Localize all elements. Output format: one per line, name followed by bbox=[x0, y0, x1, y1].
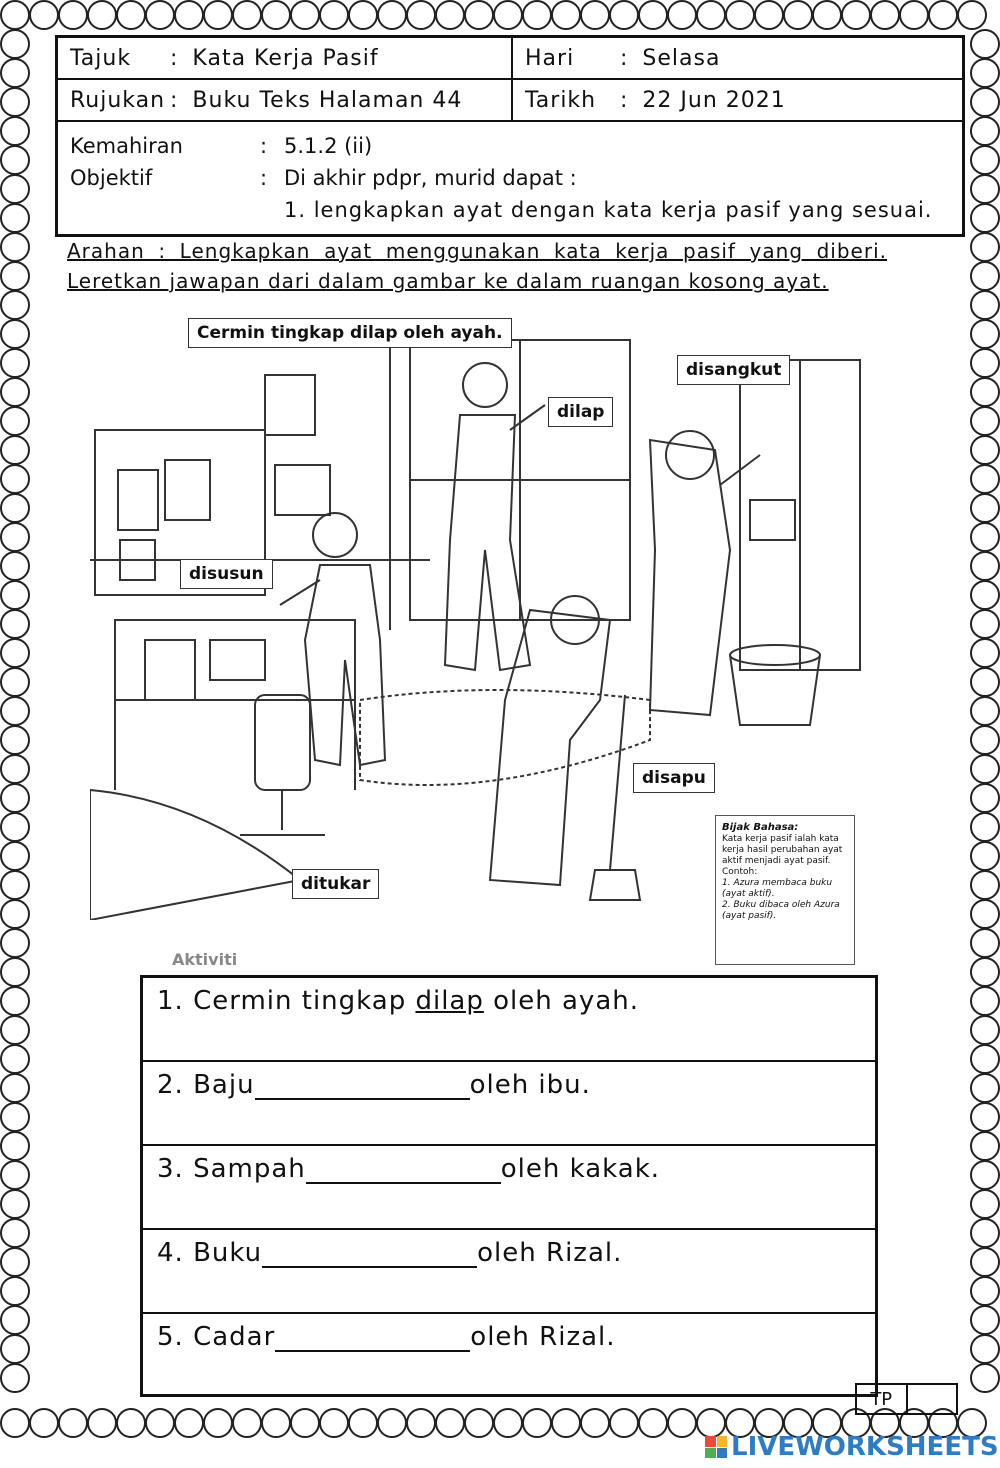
border-circle bbox=[970, 870, 1000, 900]
chair bbox=[255, 695, 310, 790]
border-circle bbox=[970, 1218, 1000, 1248]
answer-before: Cadar bbox=[193, 1322, 276, 1352]
tp-value-field[interactable] bbox=[908, 1385, 957, 1413]
border-circle bbox=[0, 203, 30, 233]
border-circle bbox=[970, 957, 1000, 987]
note-contoh: Contoh: bbox=[722, 867, 758, 877]
border-circle bbox=[58, 1408, 88, 1438]
border-circle bbox=[174, 0, 204, 30]
border-circle bbox=[638, 0, 668, 30]
border-circle bbox=[970, 348, 1000, 378]
answer-row bbox=[143, 1062, 875, 1146]
border-circle bbox=[970, 841, 1000, 871]
objektif-value: Di akhir pdpr, murid dapat : bbox=[284, 166, 577, 190]
border-circle bbox=[970, 261, 1000, 291]
answer-blank-2[interactable] bbox=[255, 1070, 470, 1100]
border-circle bbox=[174, 1408, 204, 1438]
border-circle bbox=[0, 1131, 30, 1161]
border-circle bbox=[116, 1408, 146, 1438]
border-circle bbox=[0, 1160, 30, 1190]
border-circle bbox=[957, 0, 987, 30]
border-circle bbox=[970, 696, 1000, 726]
border-circle bbox=[290, 0, 320, 30]
border-circle bbox=[0, 783, 30, 813]
rujukan-cell: Rujukan : Buku Teks Halaman 44 bbox=[58, 80, 513, 120]
border-circle bbox=[0, 522, 30, 552]
border-circle bbox=[0, 667, 30, 697]
brand-text: LIVEWORKSHEETS bbox=[731, 1432, 999, 1462]
answer-number: 2. bbox=[157, 1070, 184, 1100]
border-circle bbox=[970, 145, 1000, 175]
border-circle bbox=[696, 0, 726, 30]
word-disusun[interactable]: disusun bbox=[180, 559, 273, 589]
border-circle bbox=[406, 0, 436, 30]
border-circle bbox=[0, 435, 30, 465]
border-circle bbox=[87, 1408, 117, 1438]
border-circle bbox=[841, 0, 871, 30]
border-circle bbox=[464, 1408, 494, 1438]
border-circle bbox=[0, 58, 30, 88]
border-circle bbox=[232, 1408, 262, 1438]
border-circle bbox=[970, 1073, 1000, 1103]
header-table bbox=[55, 35, 965, 237]
border-circle bbox=[0, 174, 30, 204]
answer-row bbox=[143, 1314, 875, 1394]
border-circle bbox=[0, 1073, 30, 1103]
border-circle bbox=[261, 0, 291, 30]
border-circle bbox=[0, 1247, 30, 1277]
border-circle bbox=[522, 0, 552, 30]
border-circle bbox=[970, 522, 1000, 552]
border-circle bbox=[0, 145, 30, 175]
border-circle bbox=[29, 0, 59, 30]
answer-number: 1. bbox=[157, 986, 184, 1016]
aktiviti-label: Aktiviti bbox=[172, 950, 238, 969]
answer-blank-3[interactable] bbox=[306, 1154, 501, 1184]
border-circle bbox=[0, 899, 30, 929]
border-circle bbox=[970, 725, 1000, 755]
border-circle bbox=[0, 1363, 30, 1393]
border-circle bbox=[970, 58, 1000, 88]
note-line1: Kata kerja pasif ialah kata kerja hasil perubahan ayat aktif menjadi ayat pasif. bbox=[722, 834, 843, 866]
kemahiran-label: Kemahiran bbox=[70, 134, 183, 158]
mother-figure bbox=[666, 431, 714, 479]
border-circle bbox=[493, 1408, 523, 1438]
border-circle bbox=[970, 1189, 1000, 1219]
border-circle bbox=[0, 725, 30, 755]
border-circle bbox=[970, 493, 1000, 523]
instruction-text: Arahan : Lengkapkan ayat menggunakan kata kerja pasif yang diberi. Leretkan jawapan dari dalam gambar ke dalam ruangan kosong ayat. bbox=[67, 239, 887, 293]
border-circle bbox=[0, 348, 30, 378]
border-circle bbox=[970, 174, 1000, 204]
border-circle bbox=[0, 261, 30, 291]
hari-label: Hari bbox=[525, 45, 575, 71]
answer-number: 5. bbox=[157, 1322, 184, 1352]
border-circle bbox=[0, 609, 30, 639]
border-circle bbox=[970, 377, 1000, 407]
example-sentence-label: Cermin tingkap dilap oleh ayah. bbox=[188, 318, 512, 348]
border-circle bbox=[319, 1408, 349, 1438]
border-circle bbox=[0, 29, 30, 59]
border-circle bbox=[638, 1408, 668, 1438]
border-circle bbox=[609, 0, 639, 30]
border-circle bbox=[435, 0, 465, 30]
border-circle bbox=[970, 638, 1000, 668]
border-circle bbox=[970, 1363, 1000, 1393]
tp-box bbox=[855, 1383, 958, 1415]
border-circle bbox=[232, 0, 262, 30]
border-circle bbox=[87, 0, 117, 30]
border-circle bbox=[970, 29, 1000, 59]
answer-after: oleh ayah. bbox=[483, 986, 639, 1016]
border-circle bbox=[970, 986, 1000, 1016]
answer-row bbox=[143, 978, 875, 1062]
border-circle bbox=[970, 1102, 1000, 1132]
border-circle bbox=[970, 87, 1000, 117]
picture-frame bbox=[265, 375, 315, 435]
border-circle bbox=[0, 957, 30, 987]
word-disapu[interactable]: disapu bbox=[633, 763, 715, 793]
border-circle bbox=[0, 986, 30, 1016]
hari-cell: Hari : Selasa bbox=[525, 45, 721, 71]
bijak-bahasa-note bbox=[715, 815, 855, 965]
border-circle bbox=[970, 928, 1000, 958]
border-circle bbox=[377, 1408, 407, 1438]
border-circle bbox=[609, 1408, 639, 1438]
hari-value: Selasa bbox=[642, 45, 721, 71]
border-circle bbox=[970, 232, 1000, 262]
border-circle bbox=[348, 1408, 378, 1438]
rujukan-value: Buku Teks Halaman 44 bbox=[192, 87, 463, 113]
border-circle bbox=[0, 812, 30, 842]
word-ditukar[interactable]: ditukar bbox=[292, 869, 379, 899]
border-circle bbox=[493, 0, 523, 30]
border-circle bbox=[0, 754, 30, 784]
border-circle bbox=[928, 0, 958, 30]
note-title: Bijak Bahasa: bbox=[722, 822, 799, 833]
answer-table bbox=[140, 975, 878, 1397]
father-figure bbox=[463, 363, 507, 407]
answer-before: Buku bbox=[193, 1238, 263, 1268]
boy-figure bbox=[313, 513, 357, 557]
border-circle bbox=[0, 116, 30, 146]
border-circle bbox=[580, 0, 610, 30]
border-circle bbox=[970, 609, 1000, 639]
answer-row bbox=[143, 1146, 875, 1230]
border-circle bbox=[970, 580, 1000, 610]
border-circle bbox=[783, 0, 813, 30]
border-circle bbox=[0, 87, 30, 117]
answer-row bbox=[143, 1230, 875, 1314]
rujukan-label: Rujukan bbox=[70, 87, 166, 113]
border-circle bbox=[0, 1189, 30, 1219]
answer-number: 4. bbox=[157, 1238, 184, 1268]
border-circle bbox=[0, 841, 30, 871]
objektif-item: 1. lengkapkan ayat dengan kata kerja pasif yang sesuai. bbox=[284, 198, 933, 222]
border-circle bbox=[0, 1305, 30, 1335]
border-circle bbox=[0, 1102, 30, 1132]
tajuk-cell: Tajuk : Kata Kerja Pasif bbox=[58, 38, 513, 78]
answer-blank-4[interactable] bbox=[262, 1238, 477, 1268]
answer-after: oleh Rizal. bbox=[470, 1322, 616, 1352]
border-circle bbox=[970, 1044, 1000, 1074]
border-circle bbox=[0, 319, 30, 349]
liveworksheets-logo bbox=[705, 1432, 999, 1462]
border-circle bbox=[435, 1408, 465, 1438]
border-circle bbox=[970, 406, 1000, 436]
answer-blank-5[interactable] bbox=[275, 1322, 470, 1352]
objective-block: Kemahiran : 5.1.2 (ii) Objektif : Di akhir pdpr, murid dapat : 1. lengkapkan ayat dengan kata kerja pasif yang sesuai. bbox=[58, 122, 962, 234]
border-circle bbox=[0, 696, 30, 726]
answer-before: Cermin tingkap bbox=[193, 986, 416, 1016]
answer-example: dilap bbox=[415, 986, 484, 1016]
word-dilap[interactable]: dilap bbox=[548, 397, 613, 427]
answer-after: oleh kakak. bbox=[500, 1154, 661, 1184]
border-circle bbox=[319, 0, 349, 30]
word-disangkut[interactable]: disangkut bbox=[677, 355, 790, 385]
border-circle bbox=[970, 1247, 1000, 1277]
border-circle bbox=[0, 928, 30, 958]
border-circle bbox=[725, 0, 755, 30]
border-circle bbox=[580, 1408, 610, 1438]
border-circle bbox=[58, 0, 88, 30]
border-circle bbox=[970, 203, 1000, 233]
tarikh-label: Tarikh bbox=[525, 87, 597, 113]
border-circle bbox=[551, 1408, 581, 1438]
border-circle bbox=[970, 754, 1000, 784]
border-circle bbox=[29, 1408, 59, 1438]
desk bbox=[115, 620, 355, 700]
border-circle bbox=[290, 1408, 320, 1438]
brand-icon bbox=[705, 1436, 727, 1458]
border-circle bbox=[464, 0, 494, 30]
border-circle bbox=[203, 0, 233, 30]
border-circle bbox=[970, 667, 1000, 697]
tajuk-label: Tajuk bbox=[70, 45, 132, 71]
answer-after: oleh Rizal. bbox=[477, 1238, 623, 1268]
border-circle bbox=[551, 0, 581, 30]
border-circle bbox=[970, 1015, 1000, 1045]
border-circle bbox=[970, 1276, 1000, 1306]
border-circle bbox=[970, 464, 1000, 494]
border-circle bbox=[970, 812, 1000, 842]
border-circle bbox=[0, 1218, 30, 1248]
objektif-label: Objektif bbox=[70, 166, 153, 190]
border-circle bbox=[970, 1334, 1000, 1364]
tarikh-value: 22 Jun 2021 bbox=[642, 87, 786, 113]
border-circle bbox=[970, 783, 1000, 813]
border-circle bbox=[970, 435, 1000, 465]
border-circle bbox=[0, 551, 30, 581]
border-circle bbox=[0, 1044, 30, 1074]
tajuk-value: Kata Kerja Pasif bbox=[192, 45, 379, 71]
border-circle bbox=[0, 290, 30, 320]
border-circle bbox=[0, 1408, 30, 1438]
kemahiran-value: 5.1.2 (ii) bbox=[284, 134, 373, 158]
border-circle bbox=[261, 1408, 291, 1438]
border-circle bbox=[970, 319, 1000, 349]
answer-before: Baju bbox=[193, 1070, 255, 1100]
border-circle bbox=[899, 0, 929, 30]
border-circle bbox=[522, 1408, 552, 1438]
border-circle bbox=[667, 1408, 697, 1438]
broom bbox=[610, 695, 625, 870]
border-circle bbox=[0, 1015, 30, 1045]
border-circle bbox=[0, 1276, 30, 1306]
border-circle bbox=[970, 1160, 1000, 1190]
border-circle bbox=[145, 0, 175, 30]
border-circle bbox=[0, 1334, 30, 1364]
border-circle bbox=[0, 232, 30, 262]
border-circle bbox=[145, 1408, 175, 1438]
border-circle bbox=[0, 0, 30, 30]
border-circle bbox=[0, 406, 30, 436]
border-circle bbox=[0, 638, 30, 668]
note-ex2: 2. Buku dibaca oleh Azura (ayat pasif). bbox=[722, 900, 840, 921]
border-circle bbox=[812, 0, 842, 30]
note-ex1: 1. Azura membaca buku (ayat aktif). bbox=[722, 878, 833, 899]
border-circle bbox=[667, 0, 697, 30]
border-circle bbox=[203, 1408, 233, 1438]
border-circle bbox=[970, 1131, 1000, 1161]
border-circle bbox=[970, 899, 1000, 929]
border-circle bbox=[970, 290, 1000, 320]
tarikh-cell: Tarikh : 22 Jun 2021 bbox=[525, 87, 786, 113]
border-circle bbox=[0, 870, 30, 900]
tp-label: TP bbox=[857, 1385, 908, 1413]
border-circle bbox=[970, 1305, 1000, 1335]
answer-before: Sampah bbox=[193, 1154, 306, 1184]
answer-after: oleh ibu. bbox=[469, 1070, 591, 1100]
answer-number: 3. bbox=[157, 1154, 184, 1184]
border-circle bbox=[0, 493, 30, 523]
border-circle bbox=[348, 0, 378, 30]
border-circle bbox=[970, 551, 1000, 581]
border-circle bbox=[754, 0, 784, 30]
border-circle bbox=[0, 580, 30, 610]
border-circle bbox=[377, 0, 407, 30]
bed bbox=[90, 790, 300, 920]
border-circle bbox=[970, 116, 1000, 146]
border-circle bbox=[0, 464, 30, 494]
border-circle bbox=[0, 377, 30, 407]
border-circle bbox=[406, 1408, 436, 1438]
picture-frame bbox=[275, 465, 330, 515]
border-circle bbox=[870, 0, 900, 30]
border-circle bbox=[116, 0, 146, 30]
